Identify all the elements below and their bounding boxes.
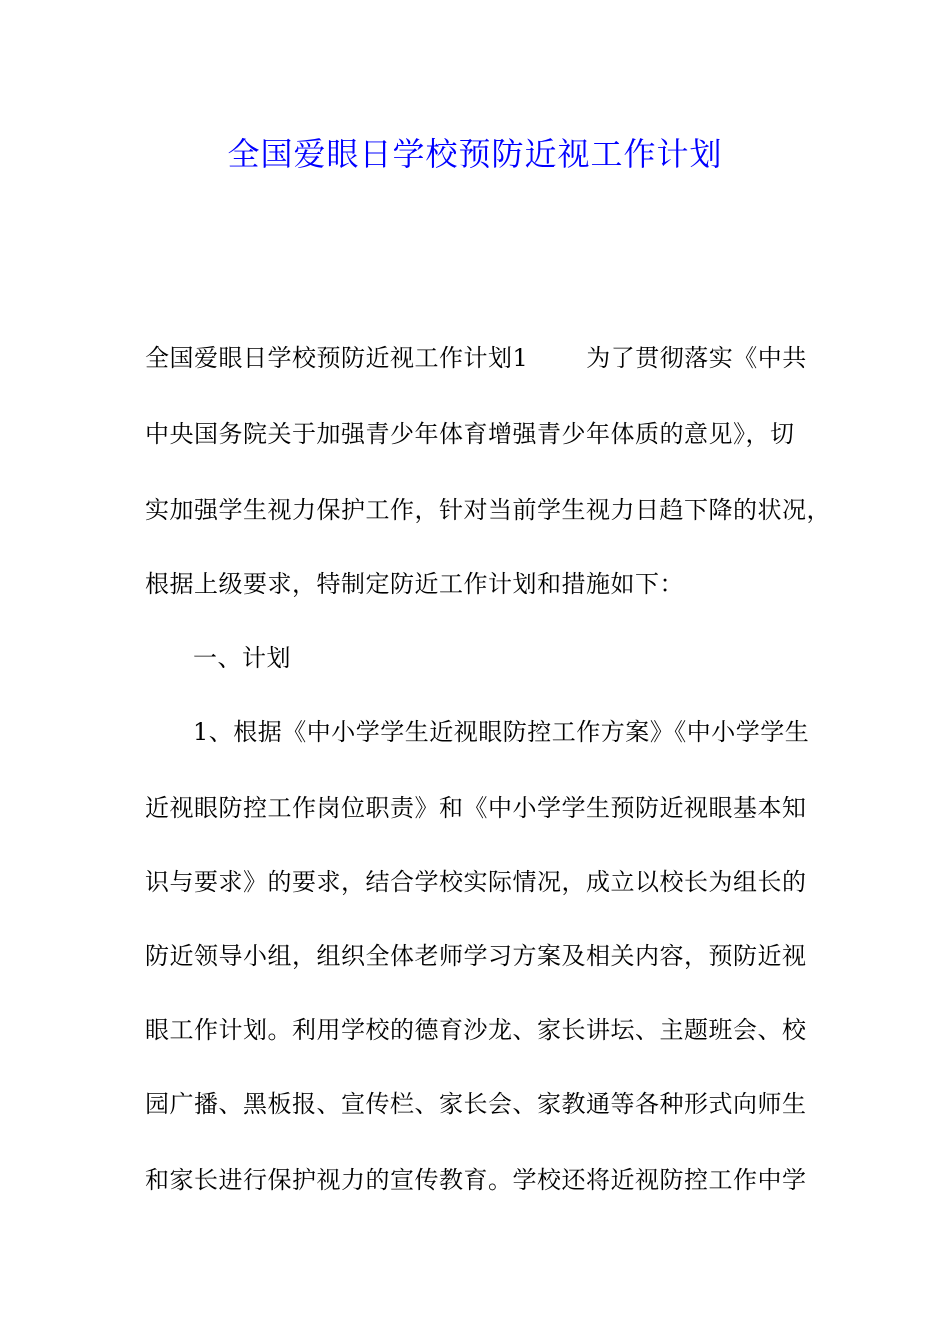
paragraph-line: 防近领导小组，组织全体老师学习方案及相关内容，预防近视 xyxy=(145,942,807,970)
document-title: 全国爱眼日学校预防近视工作计划 xyxy=(227,135,723,173)
paragraph-line xyxy=(145,340,825,376)
section-heading-inline: 全国爱眼日学校预防近视工作计划1 xyxy=(145,344,529,372)
paragraph-line: 1、根据《中小学学生近视眼防控工作方案》《中小学学生 xyxy=(193,718,810,746)
paragraph-line: 识与要求》的要求，结合学校实际情况，成立以校长为组长的 xyxy=(145,868,807,896)
paragraph-line: 中央国务院关于加强青少年体育增强青少年体质的意见》，切 xyxy=(145,420,795,448)
paragraph-line: 根据上级要求，特制定防近工作计划和措施如下： xyxy=(145,570,684,598)
paragraph-text: 为了贯彻落实《中共 xyxy=(586,344,807,372)
paragraph-line: 实加强学生视力保护工作，针对当前学生视力日趋下降的状况， xyxy=(145,496,831,524)
section-heading: 一、计划 xyxy=(193,644,291,672)
paragraph-line: 和家长进行保护视力的宣传教育。学校还将近视防控工作中学 xyxy=(145,1166,807,1194)
paragraph-line: 近视眼防控工作岗位职责》和《中小学学生预防近视眼基本知 xyxy=(145,794,807,822)
paragraph-line: 眼工作计划。利用学校的德育沙龙、家长讲坛、主题班会、校 xyxy=(145,1016,807,1044)
paragraph-line: 园广播、黑板报、宣传栏、家长会、家教通等各种形式向师生 xyxy=(145,1090,807,1118)
